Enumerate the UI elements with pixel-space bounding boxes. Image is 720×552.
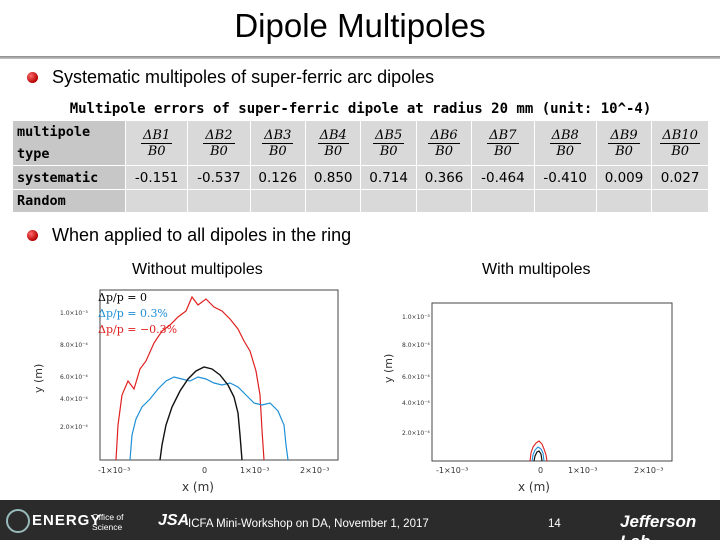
header-cell: $\frac{\Delta B7}{B0}$ bbox=[472, 121, 534, 166]
right-plot-svg bbox=[380, 285, 705, 500]
y-tick-label: 2.0×10⁻⁴ bbox=[60, 424, 88, 431]
value-cell: 0.009 bbox=[596, 166, 651, 190]
left-plot-title: Without multipoles bbox=[132, 261, 263, 278]
header-cell: $\frac{\Delta B3}{B0}$ bbox=[250, 121, 305, 166]
right-plot-title: With multipoles bbox=[482, 261, 591, 278]
value-cell: 0.366 bbox=[416, 166, 471, 190]
header-cell: $\frac{\Delta B8}{B0}$ bbox=[534, 121, 596, 166]
bullet-icon bbox=[27, 230, 38, 241]
x-axis-label: x (m) bbox=[518, 480, 550, 494]
header-cell: $\frac{\Delta B5}{B0}$ bbox=[361, 121, 416, 166]
x-tick-label: 0 bbox=[202, 466, 208, 475]
y-tick-label: 4.0×10⁻⁴ bbox=[60, 396, 88, 403]
empty-cell bbox=[472, 190, 534, 213]
multipole-table bbox=[12, 96, 709, 213]
right-plot bbox=[380, 285, 705, 500]
y-tick-label: 6.0×10⁻⁴ bbox=[60, 374, 88, 381]
empty-cell bbox=[126, 190, 188, 213]
value-cell: -0.537 bbox=[188, 166, 250, 190]
header-cell: $\frac{\Delta B1}{B0}$ bbox=[126, 121, 188, 166]
value-cell: -0.410 bbox=[534, 166, 596, 190]
value-cell: 0.714 bbox=[361, 166, 416, 190]
jefferson-lab-logo: Jefferson Lab bbox=[620, 512, 697, 551]
bullet-icon bbox=[27, 72, 38, 83]
empty-cell bbox=[652, 190, 709, 213]
empty-cell bbox=[534, 190, 596, 213]
x-axis-label: x (m) bbox=[182, 480, 214, 494]
value-cell: 0.850 bbox=[305, 166, 360, 190]
header-cell: $\frac{\Delta B2}{B0}$ bbox=[188, 121, 250, 166]
left-plot-svg bbox=[30, 285, 355, 500]
legend-item-2: Δp/p = −0.3% bbox=[98, 323, 178, 336]
empty-cell bbox=[596, 190, 651, 213]
doe-energy-logo: ENERGY bbox=[32, 512, 102, 529]
slide-title: Dipole Multipoles bbox=[234, 7, 486, 44]
x-tick-label: 2×10⁻³ bbox=[300, 466, 330, 475]
jsa-logo: JSA bbox=[158, 512, 190, 529]
empty-cell bbox=[188, 190, 250, 213]
title-divider bbox=[0, 56, 720, 59]
row-label-type: multipole type bbox=[13, 121, 126, 166]
row-label-random: Random bbox=[13, 190, 126, 213]
value-cell: -0.464 bbox=[472, 166, 534, 190]
doe-seal-icon bbox=[6, 509, 30, 533]
x-tick-label: 1×10⁻³ bbox=[568, 466, 598, 475]
bullet-text-2: When applied to all dipoles in the ring bbox=[52, 225, 352, 245]
plot-frame bbox=[432, 303, 672, 461]
legend-item-1: Δp/p = 0.3% bbox=[98, 307, 168, 320]
y-tick-label: 1.0×10⁻³ bbox=[60, 310, 88, 317]
y-tick-label: 4.0×10⁻⁴ bbox=[402, 400, 430, 407]
x-tick-label: -1×10⁻³ bbox=[98, 466, 131, 475]
y-tick-label: 1.0×10⁻³ bbox=[402, 314, 430, 321]
bullet-text-1: Systematic multipoles of super-ferric arc dipoles bbox=[52, 67, 435, 87]
empty-cell bbox=[305, 190, 360, 213]
value-cell: -0.151 bbox=[126, 166, 188, 190]
value-cell: 0.126 bbox=[250, 166, 305, 190]
empty-cell bbox=[250, 190, 305, 213]
left-plot bbox=[30, 285, 355, 500]
x-tick-label: -1×10⁻³ bbox=[436, 466, 469, 475]
y-tick-label: 8.0×10⁻⁴ bbox=[402, 342, 430, 349]
page-number: 14 bbox=[548, 518, 561, 530]
header-cell: $\frac{\Delta B10}{B0}$ bbox=[652, 121, 709, 166]
y-tick-label: 8.0×10⁻⁴ bbox=[60, 342, 88, 349]
x-tick-label: 2×10⁻³ bbox=[634, 466, 664, 475]
y-tick-label: 2.0×10⁻⁴ bbox=[402, 430, 430, 437]
y-tick-label: 6.0×10⁻⁴ bbox=[402, 374, 430, 381]
row-label-systematic: systematic bbox=[13, 166, 126, 190]
legend-item-0: Δp/p = 0 bbox=[98, 291, 147, 304]
table-caption: Multipole errors of super-ferric dipole at radius 20 mm (unit: 10^-4) bbox=[13, 97, 709, 121]
header-cell: $\frac{\Delta B6}{B0}$ bbox=[416, 121, 471, 166]
y-axis-label: y (m) bbox=[382, 353, 395, 383]
x-tick-label: 0 bbox=[538, 466, 544, 475]
empty-cell bbox=[416, 190, 471, 213]
office-of-science-label: Office of Science bbox=[92, 512, 124, 532]
y-axis-label: y (m) bbox=[32, 363, 45, 393]
event-text: ICFA Mini-Workshop on DA, November 1, 2017 bbox=[188, 518, 429, 530]
header-cell: $\frac{\Delta B4}{B0}$ bbox=[305, 121, 360, 166]
empty-cell bbox=[361, 190, 416, 213]
value-cell: 0.027 bbox=[652, 166, 709, 190]
x-tick-label: 1×10⁻³ bbox=[240, 466, 270, 475]
header-cell: $\frac{\Delta B9}{B0}$ bbox=[596, 121, 651, 166]
